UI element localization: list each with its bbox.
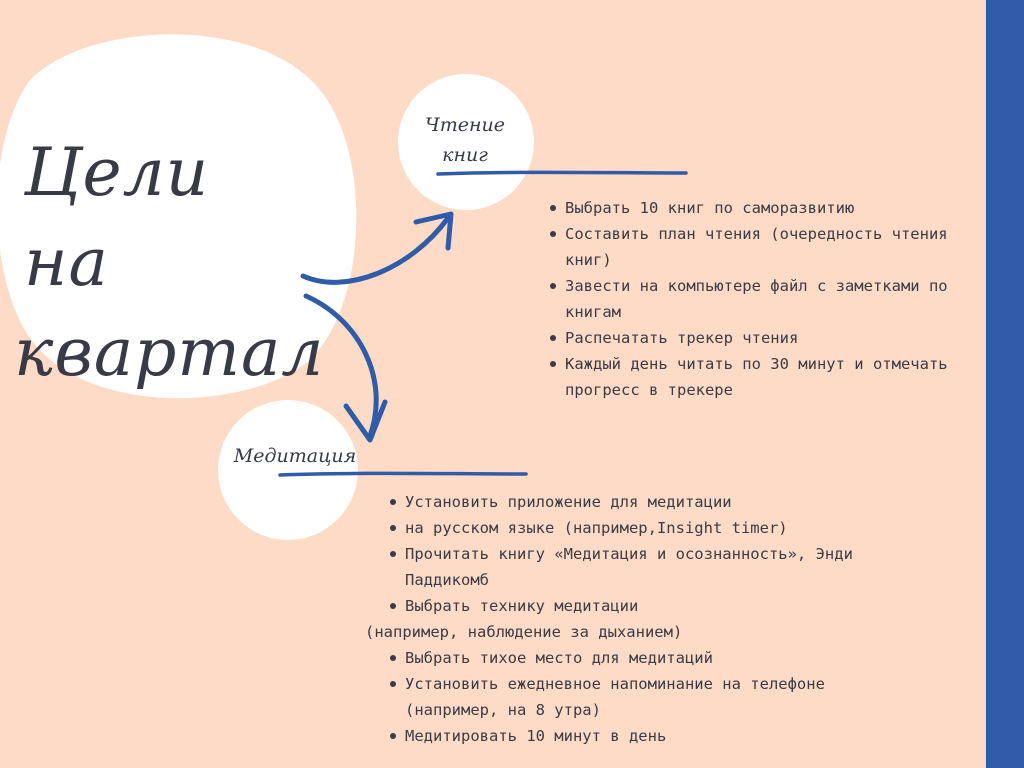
reading-underline <box>438 172 686 174</box>
list-item: Выбрать 10 книг по саморазвитию <box>547 195 967 221</box>
list-item: Составить план чтения (очередность чтения книг) <box>547 221 967 273</box>
page-title <box>14 128 325 398</box>
list-item: Выбрать технику медитации <box>387 593 967 619</box>
meditation-circle <box>218 400 358 540</box>
list-item: Распечатать трекер чтения <box>547 325 967 351</box>
reading-heading-line-2: книг <box>442 144 488 166</box>
reading-heading-line-1: Чтение <box>425 114 505 136</box>
list-item: Прочитать книгу «Медитация и осознанность», Энди Паддикомб <box>387 541 945 593</box>
list-item: (например, наблюдение за дыханием) <box>365 623 683 641</box>
list-item: Установить ежедневное напоминание на телефоне (например, на 8 утра) <box>387 671 905 723</box>
list-item: Медитировать 10 минут в день <box>387 723 967 749</box>
title-line-1: Цели на <box>24 134 210 301</box>
meditation-underline <box>280 473 526 475</box>
meditation-list <box>365 489 967 749</box>
meditation-heading: Медитация <box>233 445 357 467</box>
reading-list <box>547 195 967 403</box>
title-line-2: квартал <box>14 314 325 391</box>
list-item: Завести на компьютере файл с заметками по книгам <box>547 273 967 325</box>
list-item: на русском языке (например,Insight timer) <box>387 515 967 541</box>
reading-heading <box>415 110 515 170</box>
list-item: Каждый день читать по 30 минут и отмечать прогресс в трекере <box>547 351 967 403</box>
list-item: Выбрать тихое место для медитаций <box>387 645 967 671</box>
list-item: Установить приложение для медитации <box>387 489 967 515</box>
